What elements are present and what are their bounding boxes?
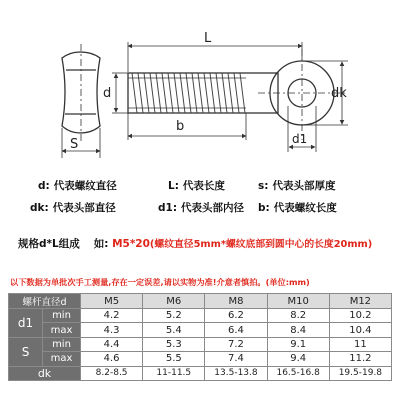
spec-explain: (螺纹直径5mm*螺纹底部到圆中心的长度20mm) <box>149 239 373 250</box>
definition-b <box>258 200 337 215</box>
table-cell: 4.6 <box>81 352 143 366</box>
definition-key: L: <box>168 180 179 192</box>
definition-key: s: <box>258 180 269 192</box>
table-cell: 8.2 <box>267 309 329 323</box>
column-header: M6 <box>143 294 205 309</box>
table-cell: 6.2 <box>205 309 267 323</box>
spec-label: 规格d*L组成 <box>18 238 80 250</box>
eye-bolt-diagram <box>0 0 400 175</box>
spec-example: M5*20 <box>112 238 150 250</box>
table-cell: 8.4 <box>267 323 329 337</box>
thread-line <box>222 73 227 113</box>
table-cell: 13.5-13.8 <box>205 366 267 380</box>
table-cell: 5.3 <box>143 337 205 351</box>
group-label-d1: d1 <box>9 309 43 338</box>
thread-line <box>150 73 155 113</box>
table-cell: 8.2-8.5 <box>81 366 143 380</box>
column-header: M12 <box>329 294 391 309</box>
thread-line <box>168 73 173 113</box>
table-cell: 7.2 <box>205 337 267 351</box>
definition-dk <box>30 200 116 215</box>
table-cell: 5.5 <box>143 352 205 366</box>
label-l: L <box>204 31 212 46</box>
thread-line <box>180 73 185 113</box>
row-label-dk: dk <box>9 366 81 380</box>
table-cell: 4.4 <box>81 337 143 351</box>
group-label-s: S <box>9 337 43 366</box>
thread-line <box>240 73 245 113</box>
thread-line <box>174 73 179 113</box>
table-cell: 11-11.5 <box>143 366 205 380</box>
definition-l <box>168 178 225 193</box>
definition-key: dk: <box>30 202 49 214</box>
table-cell: 16.5-16.8 <box>267 366 329 380</box>
table-cell: 4.2 <box>81 309 143 323</box>
definition-value: 代表长度 <box>182 180 225 192</box>
table-cell: 9.4 <box>267 352 329 366</box>
thread-line <box>186 73 191 113</box>
table-cell: 6.4 <box>205 323 267 337</box>
column-header: M8 <box>205 294 267 309</box>
table-row <box>9 309 392 323</box>
definition-s <box>258 178 335 193</box>
table-cell: 19.5-19.8 <box>329 366 391 380</box>
label-b: b <box>176 119 185 134</box>
table-cell: 7.4 <box>205 352 267 366</box>
row-label: max <box>43 352 81 366</box>
table-cell: 5.2 <box>143 309 205 323</box>
label-s: S <box>70 137 79 152</box>
table-row <box>9 323 392 337</box>
column-header: M5 <box>81 294 143 309</box>
definition-key: d: <box>38 180 50 192</box>
spec-line <box>18 236 372 251</box>
thread-line <box>204 73 209 113</box>
label-d1: d1 <box>292 132 308 146</box>
definition-d1 <box>158 200 244 215</box>
definition-value: 代表螺纹直径 <box>53 180 117 192</box>
thread-line <box>132 73 137 113</box>
row-label: max <box>43 323 81 337</box>
definition-value: 代表螺纹长度 <box>273 202 337 214</box>
definition-value: 代表头部直径 <box>52 202 116 214</box>
table-cell: 11 <box>329 337 391 351</box>
definitions-row-1 <box>0 178 400 194</box>
definition-key: d1: <box>158 202 178 214</box>
thread-line <box>210 73 215 113</box>
table-cell: 4.3 <box>81 323 143 337</box>
table-corner-header: 螺杆直径d <box>9 294 81 309</box>
thread-line <box>234 73 239 113</box>
table-cell: 10.4 <box>329 323 391 337</box>
side-view <box>62 44 100 158</box>
thread-line <box>156 73 161 113</box>
thread-line <box>138 73 143 113</box>
spec-prefix: 如: <box>93 238 109 250</box>
column-header: M10 <box>267 294 329 309</box>
size-table <box>8 293 392 381</box>
definition-d <box>38 178 117 193</box>
table-cell: 11.2 <box>329 352 391 366</box>
thread-line <box>216 73 221 113</box>
measurement-notice: 以下数据为单批次手工测量,存在一定误差,请以实物为准!介意者慎拍。(单位:mm) <box>10 277 310 287</box>
definition-value: 代表头部厚度 <box>272 180 336 192</box>
thread-line <box>162 73 167 113</box>
row-label: min <box>43 337 81 351</box>
table-row <box>9 337 392 351</box>
table-row <box>9 352 392 366</box>
table-cell: 5.4 <box>143 323 205 337</box>
table-header-row <box>9 294 392 309</box>
thread-line <box>228 73 233 113</box>
thread-line <box>144 73 149 113</box>
thread-line <box>198 73 203 113</box>
definition-value: 代表头部内径 <box>181 202 245 214</box>
thread-line <box>192 73 197 113</box>
row-label: min <box>43 309 81 323</box>
label-dk: dk <box>331 86 347 101</box>
table-cell: 9.1 <box>267 337 329 351</box>
thread-lines <box>132 73 245 113</box>
definition-key: b: <box>258 202 270 214</box>
definitions-row-2 <box>0 200 400 216</box>
label-d: d <box>103 86 112 101</box>
table-cell: 10.2 <box>329 309 391 323</box>
table-row <box>9 366 392 380</box>
